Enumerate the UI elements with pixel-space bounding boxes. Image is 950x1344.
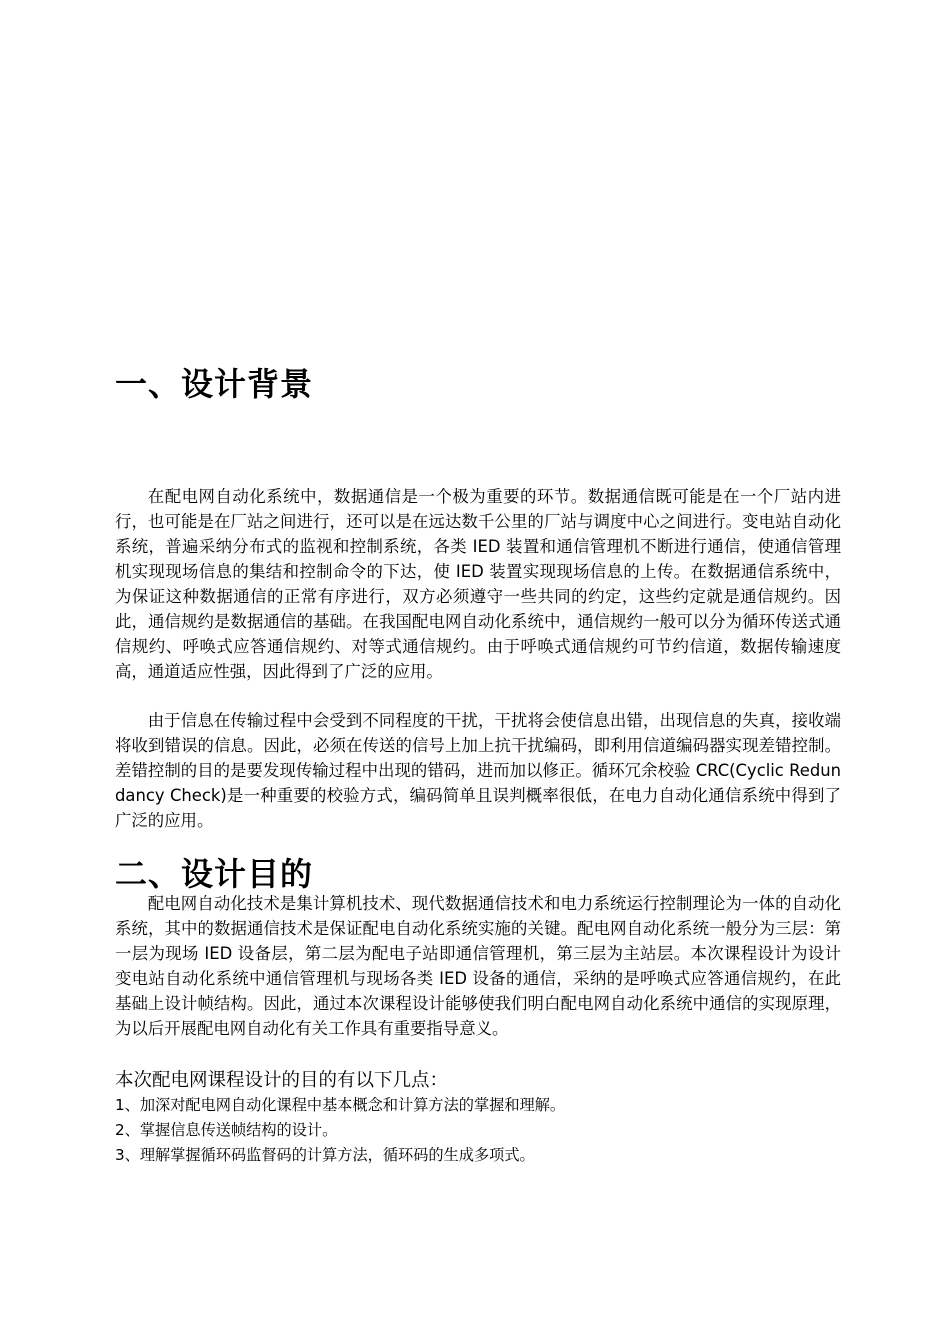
list-item: 1、加深对配电网自动化课程中基本概念和计算方法的掌握和理解。 [115,1096,566,1114]
section-heading-design-purpose: 二、设计目的 [115,855,314,893]
purpose-goals-intro: 本次配电网课程设计的目的有以下几点： [115,1070,449,1091]
list-item: 2、掌握信息传送帧结构的设计。 [115,1121,338,1139]
purpose-paragraph: 配电网自动化技术是集计算机技术、现代数据通信技术和电力系统运行控制理论为一体的自动化系统，其中的数据通信技术是保证配电自动化系统实施的关键。配电网自动化系统一般分为三层：第一层为现场 IED 设备层，第二层为配电子站即通信管理机，第三层为主站层。本次课程设计为设计变电站自动化系统中通信管理机与现场各类 IED 设备的通信，采纳的是呼唤式应答通信规约，在此基础上设计帧结构。因此，通过本次课程设计能够使我们明白配电网自动化系统中通信的实现原理，为以后开展配电网自动化有关工作具有重要指导意义。 [115,894,841,1038]
background-paragraph-crc: 由于信息在传输过程中会受到不同程度的干扰，干扰将会使信息出错，出现信息的失真，接收端将收到错误的信息。因此，必须在传送的信号上加上抗干扰编码，即利用信道编码器实现差错控制。差错控制的目的是要发现传输过程中出现的错码，进而加以修正。循环冗余校验 CRC(Cyclic Redundancy Check)是一种重要的校验方式，编码简单且误判概率很低，在电力自动化通信系统中得到了广泛的应用。 [115,711,841,830]
purpose-goals-list [115,1093,565,1168]
background-paragraph-communication: 在配电网自动化系统中，数据通信是一个极为重要的环节。数据通信既可能是在一个厂站内进行，也可能是在厂站之间进行，还可以是在远达数千公里的厂站与调度中心之间进行。变电站自动化系统，普遍采纳分布式的监视和控制系统，各类 IED 装置和通信管理机不断进行通信，使通信管理机实现现场信息的集结和控制命令的下达，使 IED 装置实现现场信息的上传。在数据通信系统中，为保证这种数据通信的正常有序进行，双方必须遵守一些共同的约定，这些约定就是通信规约。因此，通信规约是数据通信的基础。在我国配电网自动化系统中，通信规约一般可以分为循环传送式通信规约、呼唤式应答通信规约、对等式通信规约。由于呼唤式通信规约可节约信道，数据传输速度高，通道适应性强，因此得到了广泛的应用。 [115,487,841,681]
section-heading-design-background: 一、设计背景 [115,365,314,403]
list-item: 3、理解掌握循环码监督码的计算方法，循环码的生成多项式。 [115,1146,535,1164]
